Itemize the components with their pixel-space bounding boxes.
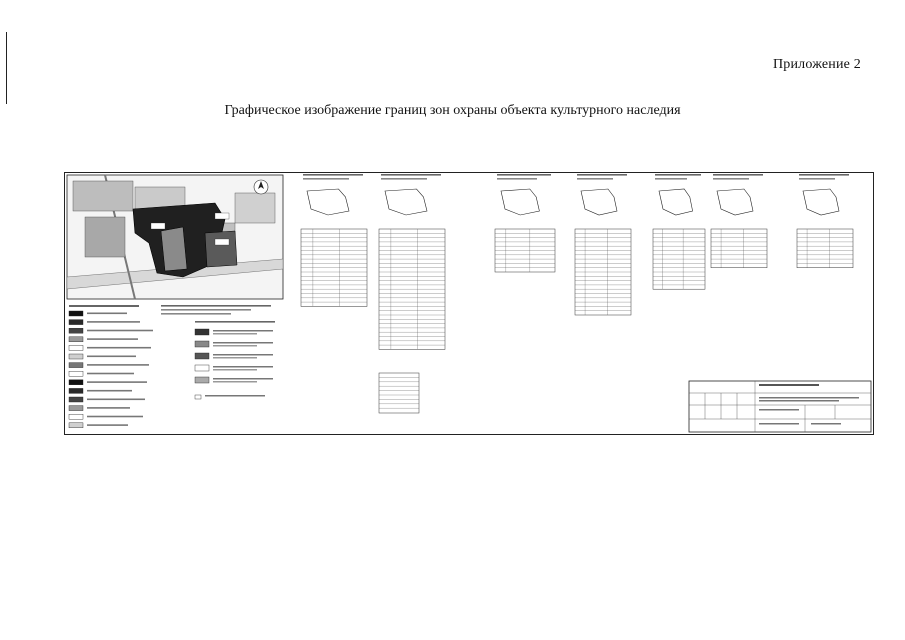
zone-panel <box>711 174 767 268</box>
zone-panel-extra-table <box>379 373 419 413</box>
legend-swatch <box>195 395 201 399</box>
zone-panel <box>575 174 631 315</box>
legend-text-mark <box>87 356 136 358</box>
coordinate-table <box>379 373 419 413</box>
legend-swatch <box>195 365 209 371</box>
zone-heading-mark <box>381 174 441 176</box>
zone-panel <box>301 174 367 306</box>
legend-heading-mark <box>69 305 139 307</box>
legend-swatch <box>195 341 209 347</box>
legend-swatch <box>69 397 83 402</box>
legend-swatch <box>195 377 209 383</box>
site-plan-map <box>67 175 283 299</box>
document-title: Графическое изображение границ зон охраны объекта культурного наследия <box>224 103 681 118</box>
zone-heading-mark <box>713 174 763 176</box>
zone-panel <box>653 174 705 289</box>
legend-swatch <box>69 388 83 393</box>
legend-text-mark <box>87 364 149 366</box>
legend-text-mark <box>87 381 147 383</box>
legend-swatch <box>69 414 83 419</box>
legend-heading-mark <box>161 305 271 307</box>
legend-text-mark <box>87 399 145 401</box>
legend-text-mark <box>161 313 231 315</box>
zone-heading-mark <box>799 178 835 180</box>
coordinate-table <box>797 229 853 268</box>
zone-heading-mark <box>497 174 551 176</box>
legend-swatch <box>69 328 83 333</box>
zone-panel <box>495 174 555 272</box>
legend-swatch <box>69 354 83 359</box>
zone-heading-mark <box>303 174 363 176</box>
legend-text-mark <box>87 347 151 349</box>
legend-text-mark <box>213 345 257 347</box>
legend-swatch <box>69 311 83 316</box>
legend-text-mark <box>213 366 273 368</box>
zone-heading-mark <box>577 174 627 176</box>
legend-swatch <box>69 363 83 368</box>
legend-text-mark <box>213 330 273 332</box>
legend-swatch <box>195 329 209 335</box>
zone-panel <box>379 174 445 349</box>
legend-swatch <box>69 345 83 350</box>
zone-outline <box>581 189 617 215</box>
zone-outline <box>717 189 753 215</box>
legend-text-mark <box>213 333 257 335</box>
legend-swatch <box>69 337 83 342</box>
zone-heading-mark <box>655 178 687 180</box>
zone-heading-mark <box>497 178 537 180</box>
zone-heading-mark <box>577 178 613 180</box>
zone-outline <box>385 189 427 215</box>
legend-swatch <box>69 371 83 376</box>
legend-text-mark <box>205 395 265 397</box>
legend-text-mark <box>87 407 130 409</box>
legend-text-mark <box>213 378 273 380</box>
legend-heading-mark <box>195 321 275 323</box>
coordinate-table <box>711 229 767 268</box>
scan-edge-line <box>6 32 7 104</box>
zone-outline <box>803 189 839 215</box>
legend-text-mark <box>87 338 138 340</box>
zone-panel <box>797 174 853 268</box>
legend-objects <box>69 305 153 428</box>
legend-text-mark <box>213 342 273 344</box>
legend-swatch <box>195 353 209 359</box>
zone-panels <box>301 174 853 413</box>
zone-outline <box>501 189 539 215</box>
zone-heading-mark <box>303 178 349 180</box>
legend-text-mark <box>161 309 251 311</box>
legend-text-mark <box>213 381 257 383</box>
drawing-sheet-svg <box>65 173 873 434</box>
zone-heading-mark <box>713 178 749 180</box>
legend-swatch <box>69 320 83 325</box>
drawing-sheet <box>64 172 874 435</box>
legend-text-mark <box>213 369 257 371</box>
zone-outline <box>307 189 349 215</box>
legend-swatch <box>69 380 83 385</box>
legend-text-mark <box>87 424 128 426</box>
appendix-label: Приложение 2 <box>772 57 861 72</box>
zone-heading-mark <box>655 174 701 176</box>
legend-swatch <box>69 406 83 411</box>
legend-text-mark <box>87 321 140 323</box>
legend-text-mark <box>87 416 143 418</box>
legend-swatch <box>69 423 83 428</box>
legend-text-mark <box>87 330 153 332</box>
legend-text-mark <box>87 313 127 315</box>
legend-text-mark <box>213 357 257 359</box>
zone-heading-mark <box>799 174 849 176</box>
legend-zones <box>161 305 275 399</box>
legend-text-mark <box>87 390 132 392</box>
zone-heading-mark <box>381 178 427 180</box>
legend-text-mark <box>213 354 273 356</box>
zone-outline <box>659 189 693 215</box>
legend-text-mark <box>87 373 134 375</box>
title-block <box>689 381 871 432</box>
